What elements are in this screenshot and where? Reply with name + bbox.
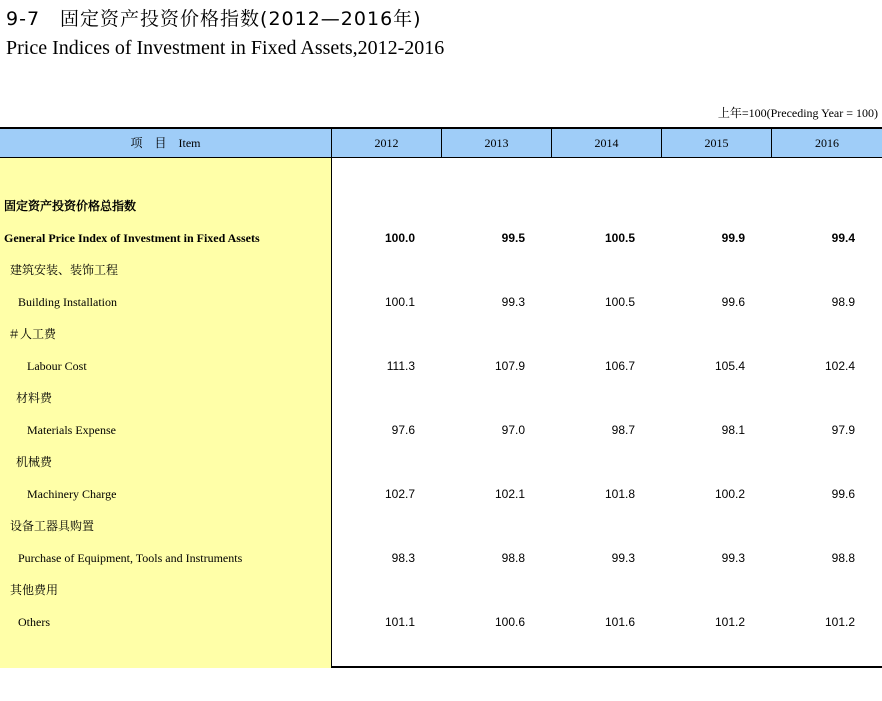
cell-value: 106.7: [604, 359, 635, 373]
cell-value: 98.7: [611, 423, 635, 437]
row-label-en: Purchase of Equipment, Tools and Instruments: [18, 551, 243, 565]
row-label-en: Machinery Charge: [27, 487, 117, 501]
cell-value: 100.6: [494, 615, 525, 629]
cell-value: 101.8: [604, 487, 635, 501]
table-row: [0, 548, 882, 568]
cell-value: 102.7: [384, 487, 415, 501]
header-year-2012: 2012: [332, 129, 442, 157]
row-label-en: Materials Expense: [27, 423, 116, 437]
unit-note: 上年=100(Preceding Year = 100): [717, 106, 878, 120]
cell-value: 102.1: [494, 487, 525, 501]
header-year-2013: 2013: [442, 129, 552, 157]
row-label-cn: 建筑安装、装饰工程: [10, 263, 119, 277]
cell-value: 99.5: [501, 231, 525, 245]
cell-value: 99.3: [501, 295, 525, 309]
cell-value: 100.0: [384, 231, 415, 245]
price-index-table: [0, 127, 882, 668]
header-year-2016: 2016: [815, 136, 839, 150]
header-year-2014: 2014: [552, 129, 662, 157]
row-label-cn: 其他费用: [10, 583, 59, 597]
table-row: [0, 356, 882, 376]
row-label-en: General Price Index of Investment in Fixed Assets: [4, 231, 260, 245]
row-label-cn: 固定资产投资价格总指数: [4, 199, 137, 213]
cell-value: 98.3: [391, 551, 415, 565]
table-row: [0, 324, 882, 344]
cell-value: 107.9: [494, 359, 525, 373]
cell-value: 99.6: [831, 487, 855, 501]
cell-value: 98.8: [501, 551, 525, 565]
page-title-english: Price Indices of Investment in Fixed Assets,2012-2016: [6, 37, 445, 59]
cell-value: 99.3: [721, 551, 745, 565]
cell-value: 102.4: [824, 359, 855, 373]
cell-value: 97.6: [391, 423, 415, 437]
table-row: [0, 612, 882, 632]
cell-value: 98.9: [831, 295, 855, 309]
cell-value: 97.9: [831, 423, 855, 437]
table-row: [0, 420, 882, 440]
cell-value: 100.2: [714, 487, 745, 501]
cell-value: 99.9: [721, 231, 745, 245]
table-row: [0, 228, 882, 248]
row-label-cn: 材料费: [16, 391, 53, 405]
cell-value: 101.2: [824, 615, 855, 629]
cell-value: 99.3: [611, 551, 635, 565]
table-row: [0, 580, 882, 600]
page-title-chinese: 9-7 固定资产投资价格指数(2012—2016年): [6, 8, 422, 30]
cell-value: 100.5: [604, 295, 635, 309]
table-row: [0, 452, 882, 472]
table-row: [0, 260, 882, 280]
cell-value: 98.1: [721, 423, 745, 437]
cell-value: 97.0: [501, 423, 525, 437]
row-label-cn: 机械费: [16, 455, 53, 469]
table-row: [0, 292, 882, 312]
cell-value: 99.4: [831, 231, 855, 245]
row-label-cn: ＃人工费: [8, 327, 57, 341]
row-label-en: Labour Cost: [27, 359, 87, 373]
cell-value: 100.1: [384, 295, 415, 309]
cell-value: 100.5: [604, 231, 635, 245]
cell-value: 101.1: [384, 615, 415, 629]
header-year-2015: 2015: [662, 129, 772, 157]
cell-value: 99.6: [721, 295, 745, 309]
row-label-cn: 设备工器具购置: [10, 519, 95, 533]
table-row: [0, 388, 882, 408]
row-label-en: Others: [18, 615, 50, 629]
cell-value: 111.3: [386, 359, 415, 373]
cell-value: 101.6: [604, 615, 635, 629]
cell-value: 101.2: [714, 615, 745, 629]
table-header-row: [0, 129, 882, 158]
table-row: [0, 484, 882, 504]
table-row: [0, 196, 882, 216]
cell-value: 105.4: [714, 359, 745, 373]
header-item: 项 目 Item: [0, 129, 332, 157]
row-label-en: Building Installation: [18, 295, 117, 309]
table-row: [0, 516, 882, 536]
cell-value: 98.8: [831, 551, 855, 565]
